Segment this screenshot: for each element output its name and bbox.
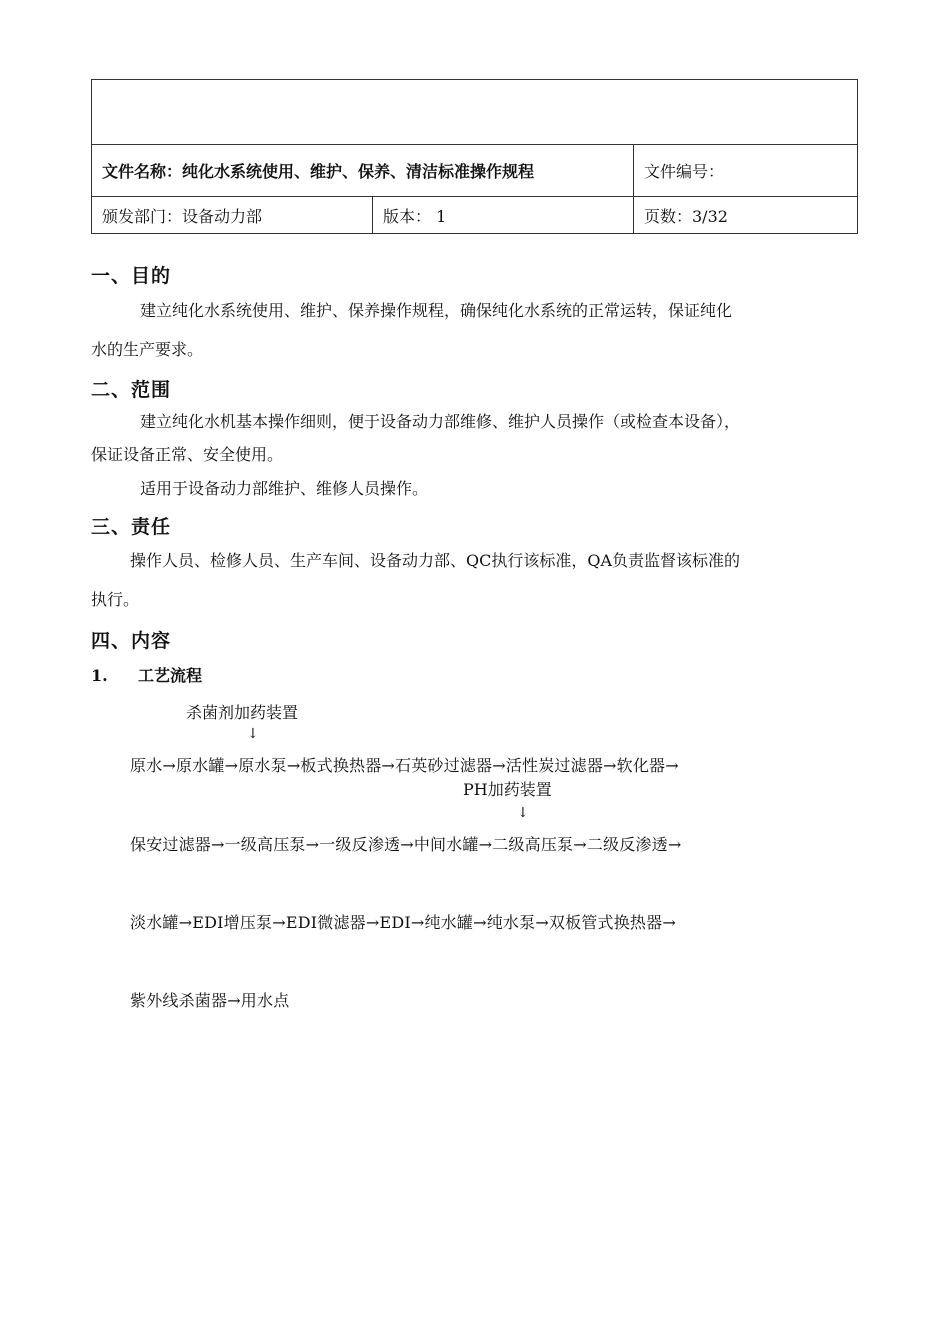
flow-down-arrow-1: ↓ [247,726,259,742]
flow-dosing-ph: PH加药装置 [463,780,552,799]
header-title-row [92,145,858,197]
page-count: 页数：3/32 [634,197,858,234]
section-responsibility-title: 三、责任 [91,516,172,538]
section-purpose-line2: 水的生产要求。 [91,340,204,359]
flow-down-arrow-2: ↓ [517,805,529,821]
flow-line-3: 淡水罐→EDI增压泵→EDI微滤器→EDI→纯水罐→纯水泵→双板管式换热器→ [130,913,676,932]
document-name: 文件名称：纯化水系统使用、维护、保养、清洁标准操作规程 [92,145,634,197]
section-scope-title: 二、范围 [91,379,172,401]
subsection-title: 工艺流程 [138,666,203,685]
section-responsibility-line1: 操作人员、检修人员、生产车间、设备动力部、QC执行该标准，QA负责监督该标准的 [130,551,741,570]
header-logo-cell [92,80,858,145]
section-scope-line3: 适用于设备动力部维护、维修人员操作。 [140,479,429,498]
section-responsibility-line2: 执行。 [91,590,140,609]
section-content-title: 四、内容 [91,630,172,652]
flow-dosing-biocide: 杀菌剂加药装置 [186,703,299,722]
flow-line-1: 原水→原水罐→原水泵→板式换热器→石英砂过滤器→活性炭过滤器→软化器→ [130,756,679,775]
header-meta-row [92,197,858,234]
issuing-department: 颁发部门：设备动力部 [92,197,373,234]
section-scope-line2: 保证设备正常、安全使用。 [91,445,284,464]
version: 版本： 1 [373,197,634,234]
section-purpose-title: 一、目的 [91,265,172,287]
document-header-table [91,79,858,234]
section-purpose-line1: 建立纯化水系统使用、维护、保养操作规程，确保纯化水系统的正常运转，保证纯化 [140,301,733,320]
header-blank-row [92,80,858,145]
section-scope-line1: 建立纯化水机基本操作细则，便于设备动力部维修、维护人员操作（或检查本设备）， [140,412,741,431]
document-number: 文件编号： [634,145,858,197]
flow-line-2: 保安过滤器→一级高压泵→一级反渗透→中间水罐→二级高压泵→二级反渗透→ [130,835,682,854]
subsection-number: 1. [91,666,108,685]
flow-line-4: 紫外线杀菌器→用水点 [130,991,290,1010]
